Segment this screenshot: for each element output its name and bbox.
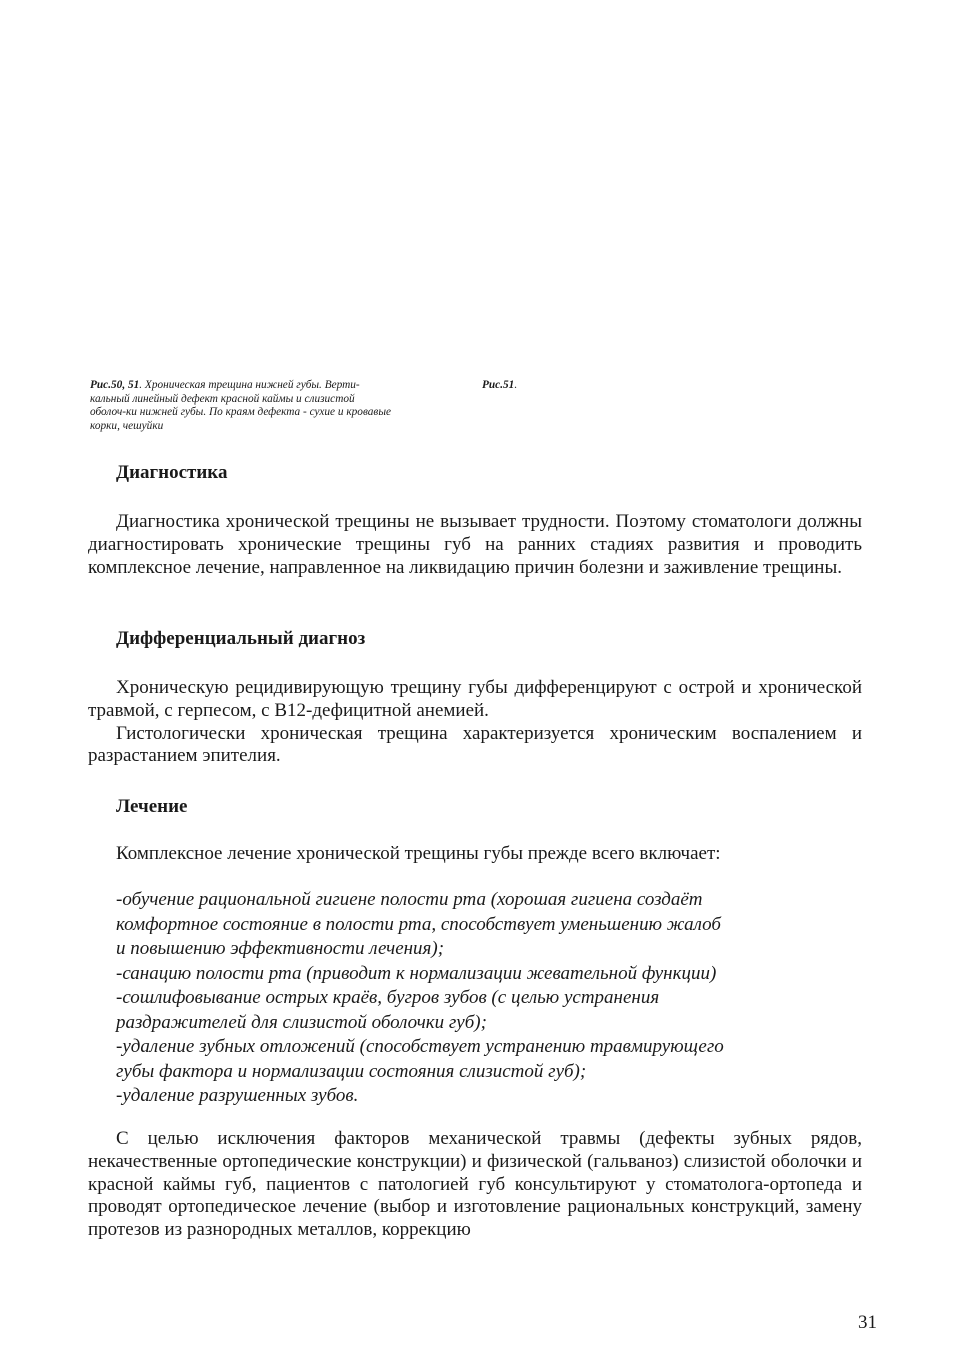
caption-label: Рис.50, 51 [90,379,140,391]
figure-area [88,60,878,360]
caption-right-label: Рис.51 [482,379,515,391]
treatment-intro: Комплексное лечение хронической трещины губы прежде всего включает: [116,843,721,864]
list-item: губы фактора и нормализации состояния слизистой губ); [116,1060,587,1082]
caption-line-1: . Хроническая трещина нижней губы. Верти- [139,379,360,391]
list-item: комфортное состояние в полости рта, способствует уменьшению жалоб [116,913,721,935]
treatment-closing-paragraph: С целью исключения факторов механической травмы (дефекты зубных рядов, некачественные ортопедические конструкции) и физической (гальваноз) слизистой оболочки и красной каймы губ, пациентов с патологией губ консультируют у стоматолога-ортопеда и проводят ортопедическое лечение (выбор и изготовление рациональных конструкций, замену протезов из разнородных металлов, коррекцию [88,1128,862,1241]
heading-treatment: Лечение [116,796,188,817]
page-number: 31 [858,1312,877,1333]
diagnostics-paragraph-block [88,511,862,579]
caption-line-3: оболоч-ки нижней губы. По краям дефекта - сухие и кровавые [90,406,391,419]
list-item: -удаление зубных отложений (способствует устранению травмирующего [116,1036,724,1057]
list-item: -сошлифовывание острых краёв, бугров зубов (с целью устранения [116,987,660,1008]
differential-paragraph-2: Гистологически хроническая трещина характеризуется хроническим воспалением и разрастанием эпителия. [88,722,862,767]
list-item: -удаление разрушенных зубов. [116,1085,359,1106]
treatment-closing-block [88,1128,862,1242]
caption-line-4: корки, чешуйки [90,419,164,432]
treatment-intro-block [88,843,862,866]
figure-caption [90,379,470,433]
heading-diagnostics: Диагностика [116,462,228,483]
list-item: раздражителей для слизистой оболочки губ); [116,1011,487,1033]
figure-caption-right: Рис.51. [482,379,518,391]
treatment-list [116,888,816,1109]
list-item: -санацию полости рта (приводит к нормализации жевательной функции) [116,962,717,984]
differential-paragraph-1: Хроническую рецидивирующую трещину губы дифференцируют с острой и хронической травмой, с герпесом, с В12-дефицитной анемией. [88,677,862,721]
caption-line-2: кальный линейный дефект красной каймы и слизистой [90,392,355,405]
heading-differential: Дифференциальный диагноз [116,628,366,649]
diagnostics-paragraph: Диагностика хронической трещины не вызывает трудности. Поэтому стоматологи должны диагностировать хронические трещины губ на ранних стадиях развития и проводить комплексное лечение, направленное на ликвидацию причин болезни и заживление трещины. [88,511,862,578]
differential-block [88,677,862,768]
list-item: и повышению эффективности лечения); [116,938,445,959]
list-item: -обучение рациональной гигиене полости рта (хорошая гигиена создаёт [116,889,703,910]
